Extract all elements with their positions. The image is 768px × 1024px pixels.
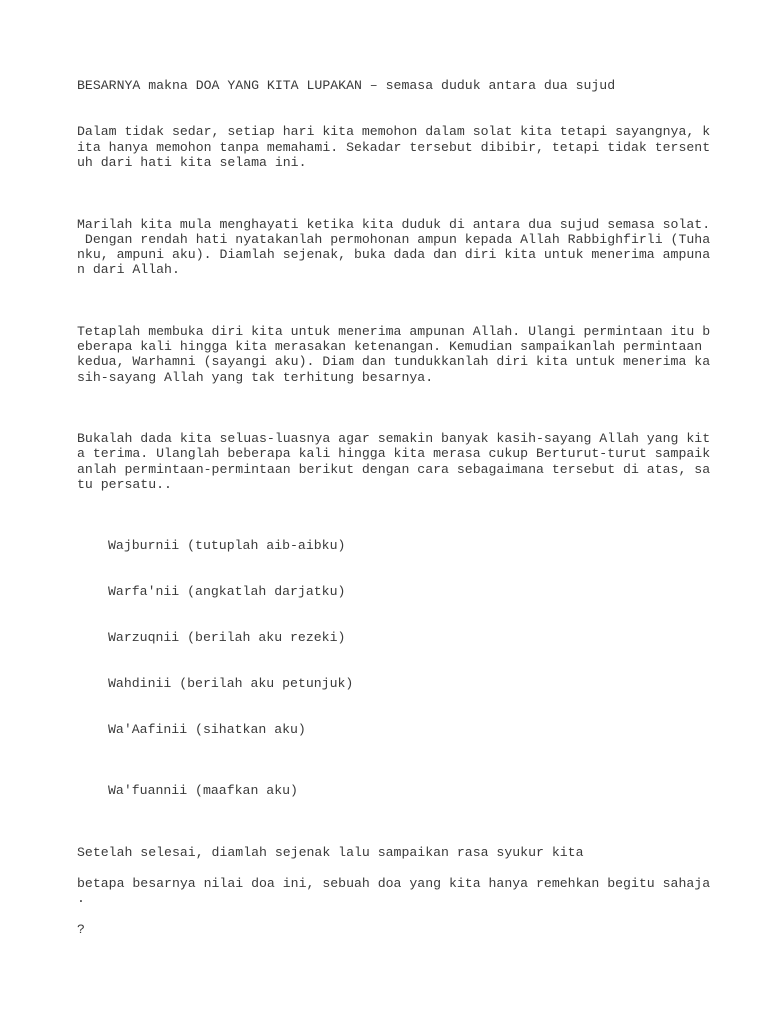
paragraph-1-line-3: uh dari hati kita selama ini. [77,155,307,170]
closing-line-2-continued: . [77,891,85,906]
closing-line-2: betapa besarnya nilai doa ini, sebuah doa yang kita hanya remehkan begitu sahaja [77,876,711,891]
paragraph-3-line-1: Tetaplah membuka diri kita untuk menerima ampunan Allah. Ulangi permintaan itu b [77,324,711,339]
paragraph-4-line-1: Bukalah dada kita seluas-luasnya agar semakin banyak kasih-sayang Allah yang kit [77,431,711,446]
prayer-item: Wa'Aafinii (sihatkan aku) [108,722,306,737]
paragraph-3-line-4: sih-sayang Allah yang tak terhitung besarnya. [77,370,434,385]
closing-line-1: Setelah selesai, diamlah sejenak lalu sampaikan rasa syukur kita [77,845,584,860]
paragraph-4-line-2: a terima. Ulanglah beberapa kali hingga kita merasa cukup Berturut-turut sampaik [77,446,711,461]
prayer-item: Wahdinii (berilah aku petunjuk) [108,676,354,691]
paragraph-3-line-2: eberapa kali hingga kita merasakan ketenangan. Kemudian sampaikanlah permintaan [77,339,711,354]
paragraph-2-line-4: n dari Allah. [77,262,180,277]
paragraph-4-line-3: anlah permintaan-permintaan berikut dengan cara sebagaimana tersebut di atas, sa [77,462,711,477]
prayer-item: Warfa'nii (angkatlah darjatku) [108,584,346,599]
paragraph-3-line-3: kedua, Warhamni (sayangi aku). Diam dan tundukkanlah diri kita untuk menerima ka [77,354,711,369]
document-title: BESARNYA makna DOA YANG KITA LUPAKAN – semasa duduk antara dua sujud [77,78,616,93]
paragraph-2-line-1: Marilah kita mula menghayati ketika kita duduk di antara dua sujud semasa solat. [77,217,711,232]
paragraph-2-line-2: Dengan rendah hati nyatakanlah permohonan ampun kepada Allah Rabbighfirli (Tuha [77,232,711,247]
prayer-item: Wajburnii (tutuplah aib-aibku) [108,538,346,553]
paragraph-1-line-1: Dalam tidak sedar, setiap hari kita memohon dalam solat kita tetapi sayangnya, k [77,124,711,139]
paragraph-2-line-3: nku, ampuni aku). Diamlah sejenak, buka dada dan diri kita untuk menerima ampuna [77,247,711,262]
paragraph-4-line-4: tu persatu.. [77,477,172,492]
paragraph-1-line-2: ita hanya memohon tanpa memahami. Sekadar tersebut dibibir, tetapi tidak tersent [77,140,711,155]
prayer-item: Wa'fuannii (maafkan aku) [108,783,298,798]
closing-question-mark: ? [77,922,85,937]
prayer-item: Warzuqnii (berilah aku rezeki) [108,630,346,645]
